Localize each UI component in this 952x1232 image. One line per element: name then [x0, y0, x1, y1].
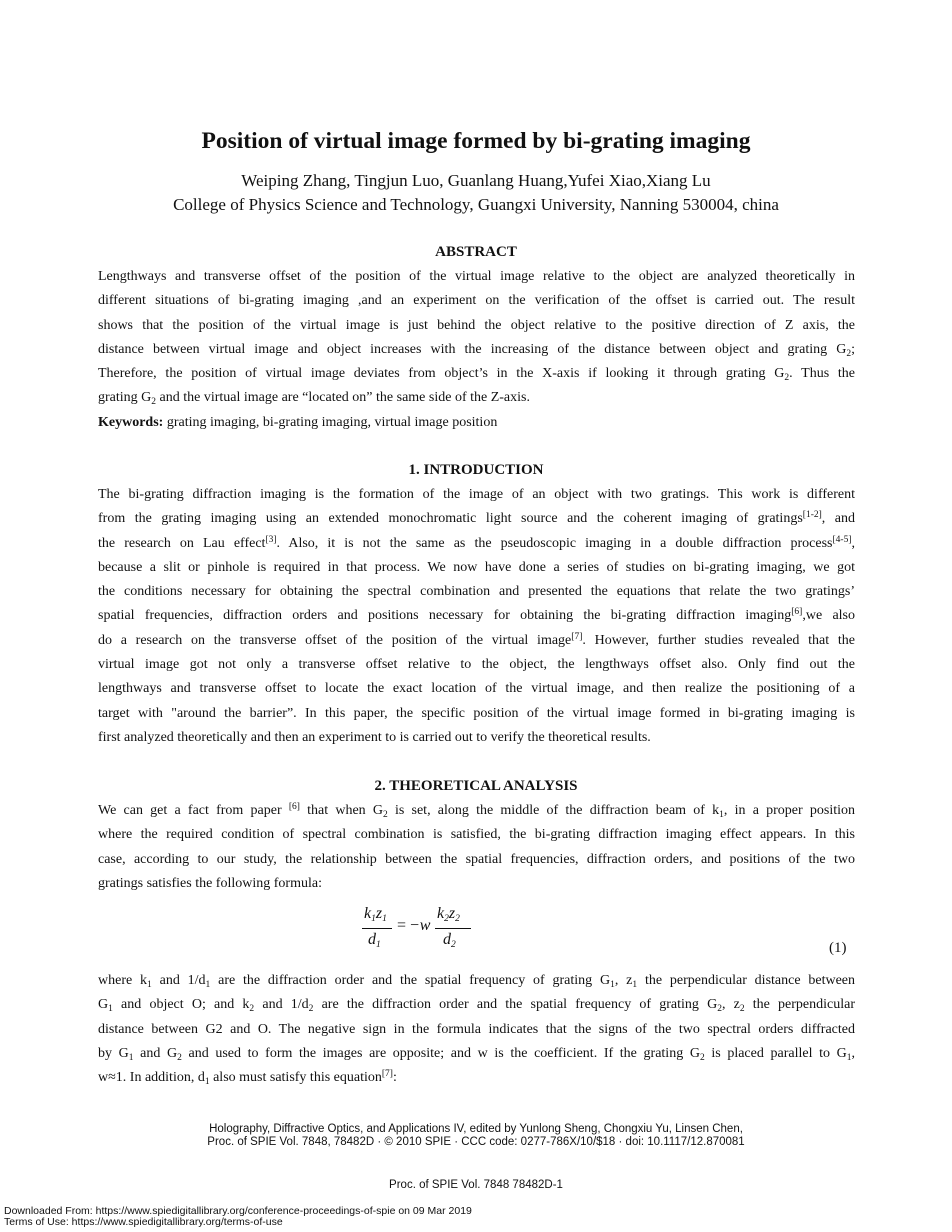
fraction-bar-right: [435, 928, 471, 929]
theory-line: by $G_1$ and $G_2$ and used to form the images are opposite; and w is the coefficient. If the grating $G_2$ is placed parallel to $G_1$,: [98, 1045, 855, 1063]
paper-title: Position of virtual image formed by bi-grating imaging: [201, 128, 751, 154]
intro-line: from the grating imaging using an extended monochromatic light source and the coherent imaging of gratings[1-2], and: [98, 510, 855, 527]
citation: [6]: [791, 607, 803, 618]
footer-line-1: Holography, Diffractive Optics, and Applications IV, edited by Yunlong Sheng, Chongxiu Yu, Linsen Chen,: [209, 1123, 743, 1135]
theory-heading: 2. THEORETICAL ANALYSIS: [374, 778, 578, 794]
theory-line: where the required condition of spectral combination is satisfied, the bi-grating diffraction imaging effect appears. In this: [98, 827, 855, 843]
abstract-heading: ABSTRACT: [435, 244, 517, 260]
theory-line: w≈1. In addition, $d_1$ also must satisfy this equation[7]:: [98, 1069, 397, 1088]
intro-line: target with "around the barrier”. In this paper, the specific position of the virtual image formed in bi-grating imaging is: [98, 705, 855, 721]
footer-line-2: Proc. of SPIE Vol. 7848, 78482D · © 2010 SPIE · CCC code: 0277-786X/10/$18 · doi: 10.1117/12.870081: [207, 1136, 745, 1148]
intro-line: spatial frequencies, diffraction orders and positions necessary for obtaining the bi-grating diffraction imaging[6],we also: [98, 607, 855, 624]
affiliation: College of Physics Science and Technology, Guangxi University, Nanning 530004, china: [173, 195, 779, 214]
intro-line: the conditions necessary for obtaining the spectral combination and presented the equations that relate the two gratings’: [98, 584, 855, 600]
citation: [7]: [571, 631, 583, 642]
page-id: Proc. of SPIE Vol. 7848 78482D-1: [389, 1179, 563, 1191]
theory-line: $G_1$ and object O; and $k_2$ and $1/d_2$ are the diffraction order and the spatial frequency of grating $G_2$, $z_2$ the perpendicular: [98, 997, 855, 1015]
terms-of-use: Terms of Use: https://www.spiedigitallibrary.org/terms-of-use: [4, 1216, 283, 1228]
intro-line: lengthways and transverse offset to locate the exact location of the virtual image, and then realize the positioning of a: [98, 681, 855, 697]
citation: [6]: [288, 802, 300, 812]
equation-number: (1): [829, 940, 847, 956]
abstract-line: shows that the position of the virtual image is just behind the object relative to the positive direction of Z axis, the: [98, 317, 855, 333]
introduction-heading: 1. INTRODUCTION: [408, 462, 544, 478]
introduction-body: [98, 483, 855, 750]
denominator-left: $d_1$: [368, 931, 381, 950]
minus-w: −w: [409, 917, 431, 934]
theory-body-2: [98, 969, 855, 1090]
theory-line: distance between G2 and O. The negative sign in the formula indicates that the signs of the two spectral orders diffracted: [98, 1021, 855, 1037]
intro-line: because a slit or pinhole is required in that process. We now have done a series of studies on bi-grating imaging, we got: [98, 559, 855, 575]
theory-line: We can get a fact from paper [6] that when $G_2$ is set, along the middle of the diffraction beam of $k_1$, in a proper position: [98, 802, 855, 820]
intro-line: do a research on the transverse offset of the position of the virtual image[7]. However, further studies revealed that the: [98, 631, 855, 648]
theory-line: where $k_1$ and $1/d_1$ are the diffraction order and the spatial frequency of grating $G_1$, $z_1$ the perpendicular distance between: [98, 973, 855, 990]
intro-line: the research on Lau effect[3]. Also, it is not the same as the pseudoscopic imaging in a double diffraction process[4-5],: [98, 534, 855, 551]
theory-line: gratings satisfies the following formula:: [98, 875, 322, 891]
numerator-right: $k_2z_2$: [437, 905, 460, 924]
intro-line: first analyzed theoretically and then an experiment to is carried out to verify the theoretical results.: [98, 729, 651, 745]
abstract-line: grating $G_2$ and the virtual image are “located on” the same side of the Z-axis.: [98, 390, 530, 408]
citation: [4-5]: [832, 534, 852, 545]
abstract-body: [98, 265, 855, 435]
equation-1: [360, 905, 480, 953]
theory-body: [98, 799, 855, 896]
citation: [3]: [265, 534, 277, 545]
intro-line: The bi-grating diffraction imaging is the formation of the image of an object with two gratings. This work is different: [98, 487, 855, 502]
keywords: Keywords: grating imaging, bi-grating imaging, virtual image position: [98, 414, 498, 430]
keywords-label: Keywords:: [98, 414, 164, 430]
author-list: Weiping Zhang, Tingjun Luo, Guanlang Huang,Yufei Xiao,Xiang Lu: [241, 171, 711, 190]
download-notice: Downloaded From: https://www.spiedigitallibrary.org/conference-proceedings-of-spie on 09 Mar 2019: [4, 1205, 472, 1217]
citation-footer: [0, 1123, 952, 1149]
intro-line: virtual image got not only a transverse offset relative to the object, the lengthways offset also. Only find out the: [98, 657, 855, 673]
denominator-right: $d_2$: [443, 931, 456, 950]
citation: [1-2]: [802, 510, 822, 521]
abstract-line: distance between virtual image and object increases with the increasing of the distance between object and grating $G_2$;: [98, 341, 855, 359]
abstract-line: different situations of bi-grating imaging ,and an experiment on the verification of the offset is carried out. The result: [98, 293, 855, 309]
equals-sign: =: [397, 917, 407, 934]
numerator-left: $k_1z_1$: [364, 905, 387, 924]
citation: [7]: [381, 1069, 393, 1080]
abstract-line: Lengthways and transverse offset of the position of the virtual image relative to the object are analyzed theoretically in: [98, 269, 855, 284]
theory-line: case, according to our study, the relationship between the spatial frequencies, diffraction orders, and positions of the two: [98, 851, 855, 867]
abstract-line: Therefore, the position of virtual image deviates from object’s in the X-axis if looking it through grating $G_2$. Thus the: [98, 366, 855, 384]
fraction-bar-left: [362, 928, 392, 929]
